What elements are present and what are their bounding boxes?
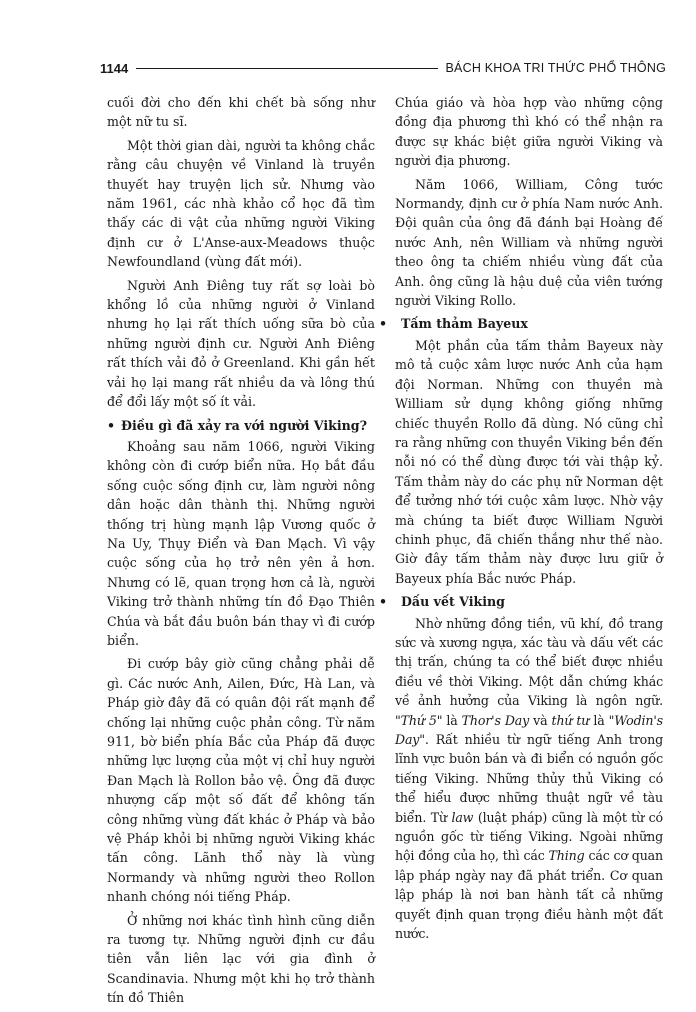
paragraph: Ở những nơi khác tình hình cũng diễn ra tương tự. Những người định cư đầu tiên vẫn liên lạc với gia đình ở Scandinavia. Nhưng một khi họ trở thành tín đồ Thiên: [107, 912, 375, 1006]
heading-text: Điều gì đã xảy ra với người Viking?: [121, 417, 367, 433]
text-run: và: [529, 712, 552, 728]
text-run: . Rất nhiều từ ngữ tiếng Anh trong lĩnh vực buôn bán và đi biển có nguồn gốc tiếng Viking. Những thủy thủ Viking có thể hiểu được những thuật ngữ về tàu biển. Từ: [395, 732, 663, 825]
italic-term: law: [451, 809, 474, 825]
header-rule: [136, 68, 437, 69]
section-heading: [379, 592, 663, 611]
section-heading: [107, 416, 375, 435]
page-number: 1144: [100, 60, 129, 76]
page-header: [100, 58, 666, 78]
paragraph: Khoảng sau năm 1066, người Viking không còn đi cướp biển nữa. Họ bắt đầu sống cuộc sống định cư, làm người nông dân hoặc dân thành thị. Những người thống trị hùng mạnh lập Vương quốc ở Na Uy, Thụy Điển và Đan Mạch. Vì vậy cuộc sống của họ trở nên yên ả hơn. Nhưng có lẽ, quan trọng hơn cả là, người Viking trở thành những tín đồ Đạo Thiên Chúa và bắt đầu buôn bán thay vì đi cướp biển.: [107, 438, 375, 648]
bullet-icon: •: [107, 417, 116, 433]
running-title: BÁCH KHOA TRI THỨC PHỔ THÔNG: [445, 61, 666, 75]
text-run: là: [589, 712, 609, 728]
paragraph: Một phần của tấm thảm Bayeux này mô tả cuộc xâm lược nước Anh của hạm đội Norman. Những con thuyền mà William sử dụng không giống những chiếc thuyền Rollo đã dùng. Nó cũng chỉ ra rằng những con thuyền Viking bền đến nỗi nó có thể dùng được tới vài thập kỷ. Tấm thảm này do các phụ nữ Norman dệt để tưởng nhớ tới cuộc xâm lược. Nhờ vậy mà chúng ta biết được William Người chinh phục, đã chiến thắng như thế nào. Giờ đây tấm thảm này được lưu giữ ở Bayeux phía Bắc nước Pháp.: [395, 337, 663, 586]
paragraph: cuối đời cho đến khi chết bà sống như một nữ tu sĩ.: [107, 95, 375, 130]
italic-term: Thing: [548, 848, 585, 864]
left-column: [107, 93, 375, 1012]
text-run: Nhờ những đồng tiền, vũ khí, đồ trang sức và xương ngựa, xác tàu và dấu vết các thị trấn, chúng ta có thể biết được nhiều điều về thời Viking. Một dẫn chứng khác về ảnh hưởng của Viking là ngôn ngữ.: [395, 615, 663, 709]
bullet-icon: •: [379, 594, 388, 610]
italic-term: "Thứ 5": [395, 712, 443, 728]
italic-term: "Wodin's Day": [395, 712, 663, 747]
bullet-icon: •: [379, 316, 388, 332]
heading-text: Tấm thảm Bayeux: [401, 316, 528, 332]
paragraph: Chúa giáo và hòa hợp vào những cộng đồng địa phương thì khó có thể nhận ra được sự khác biệt giữa người Viking và người địa phương.: [395, 95, 663, 169]
paragraph: Người Anh Điêng tuy rất sợ loài bò khổng lồ của những người ở Vinland nhưng họ lại rất thích uống sữa bò của những người định cư. Người Anh Điêng rất thích vải đỏ ở Greenland. Khi gần hết vải họ lại mang rất nhiều da và lông thú để đổi lấy một số ít vải.: [107, 277, 375, 410]
paragraph: Đi cướp bây giờ cũng chẳng phải dễ gì. Các nước Anh, Ailen, Đức, Hà Lan, và Pháp giờ đây đã có quân đội rất mạnh để chống lại những cuộc phản công. Từ năm 911, bờ biển phía Bắc của Pháp đã được những lực lượng của một vị chỉ huy người Đan Mạch là Rollon bảo vệ. Ông đã được nhượng cấp một số đất để không tấn công những vùng đất khác ở Pháp và bảo vệ Pháp khỏi bị những người Viking khác tấn công. Lãnh thổ này là vùng Normandy và những người theo Rollon nhanh chóng nói tiếng Pháp.: [107, 656, 375, 905]
italic-term: thứ tư: [551, 712, 590, 728]
right-column: [379, 93, 663, 947]
paragraph: [395, 614, 663, 944]
heading-text: Dấu vết Viking: [401, 594, 505, 610]
paragraph: Một thời gian dài, người ta không chắc rằng câu chuyện về Vinland là truyền thuyết hay truyện lịch sử. Nhưng vào năm 1961, các nhà khảo cổ học đã tìm thấy các di vật của những người Viking định cư ở L'Anse-aux-Meadows thuộc Newfoundland (vùng đất mới).: [107, 137, 375, 270]
text-run: các cơ quan lập pháp ngày nay đã phát triển. Cơ quan lập pháp là nơi ban hành tất cả những quyết định quan trọng điều hành một đất nước.: [395, 848, 663, 942]
paragraph: Năm 1066, William, Công tước Normandy, định cư ở phía Nam nước Anh. Đội quân của ông đã đánh bại Hoàng đế nước Anh, nên William và những người theo ông ta chiếm nhiều vùng đất của Anh. ông cũng là hậu duệ của viên tướng người Viking Rollo.: [395, 176, 663, 309]
section-heading: [379, 314, 663, 333]
italic-term: Thor's Day: [461, 712, 530, 728]
text-run: (luật pháp) cũng là một từ có nguồn gốc từ tiếng Viking. Ngoài những hội đồng của họ, thì các: [395, 809, 663, 864]
text-run: là: [442, 712, 462, 728]
